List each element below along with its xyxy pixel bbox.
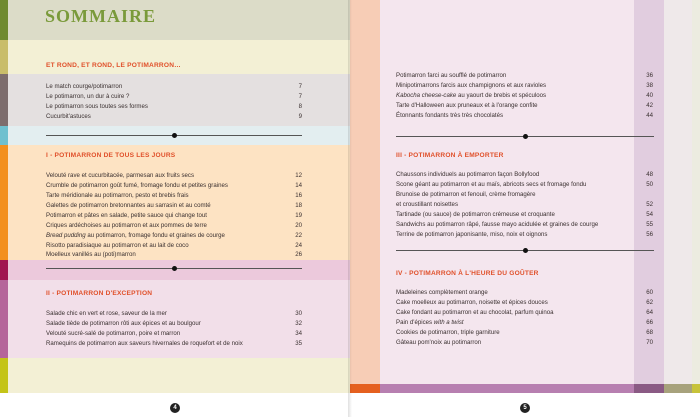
toc-page: 19 <box>295 212 302 219</box>
right-bottom-bar <box>664 384 692 393</box>
toc-page: 48 <box>646 171 653 178</box>
toc-entry: Potimarron et pâtes en salade, petite sauce qui change tout <box>46 212 207 219</box>
right-column-strip <box>350 0 380 384</box>
toc-entry: Moelleux vanillés au (poti)marron <box>46 251 136 258</box>
toc-page: 7 <box>298 93 302 100</box>
toc-page: 22 <box>295 232 302 239</box>
toc-page: 36 <box>646 72 653 79</box>
left-edge-strip <box>0 40 8 74</box>
toc-entry: Cake fondant au potimarron et au chocolat, parfum quinoa <box>396 309 554 316</box>
toc-page: 64 <box>646 309 653 316</box>
toc-entry: Le potimarron, un dur à cuire ? <box>46 93 130 100</box>
left-edge-strip <box>0 126 8 145</box>
right-bottom-bar <box>634 384 664 393</box>
toc-entry <box>396 91 546 101</box>
separator-dot <box>523 248 528 253</box>
toc-entry: Le potimarron sous toutes ses formes <box>46 103 148 110</box>
toc-page: 42 <box>646 102 653 109</box>
toc-entry: Terrine de potimarron japonisante, miso, noix et oignons <box>396 231 548 238</box>
toc-entry: Chaussons individuels au potimarron façon Bollyfood <box>396 171 540 178</box>
toc-page: 66 <box>646 319 653 326</box>
toc-entry: Minipotimarrons farcis aux champignons et aux ravioles <box>396 82 547 89</box>
page-number: 4 <box>170 403 180 413</box>
toc-page: 26 <box>295 251 302 258</box>
toc-page: 35 <box>295 340 302 347</box>
toc-page: 24 <box>295 242 302 249</box>
toc-entry-rest: au yaourt de brebis et spéculoos <box>456 92 547 99</box>
toc-page: 9 <box>298 113 302 120</box>
toc-entry: Salade tiède de potimarron rôti aux épices et au boulgour <box>46 320 201 327</box>
toc-entry: Madeleines complètement orange <box>396 289 488 296</box>
toc-page: 50 <box>646 181 653 188</box>
toc-entry: Velouté sucré-salé de potimarron, poire et marron <box>46 330 181 337</box>
right-column-strip <box>692 0 700 384</box>
toc-page: 38 <box>646 82 653 89</box>
toc-entry: Potimarron farci au soufflé de potimarron <box>396 72 507 79</box>
toc-entry: Galettes de potimarron bretonnantes au sarrasin et au comté <box>46 202 211 209</box>
toc-page: 55 <box>646 221 653 228</box>
toc-page: 16 <box>295 192 302 199</box>
toc-page: 52 <box>646 201 653 208</box>
left-edge-strip <box>0 260 8 280</box>
toc-entry-rest: Pain d'épices <box>396 319 433 326</box>
toc-entry-italic: Kabocha cheese-cake <box>396 92 457 99</box>
toc-entry-italic: with a twist <box>432 319 464 326</box>
toc-page: 20 <box>295 222 302 229</box>
left-edge-strip <box>0 280 8 358</box>
toc-page: 14 <box>295 182 302 189</box>
toc-entry: Crumble de potimarron goût fumé, fromage fondu et petites graines <box>46 182 228 189</box>
toc-page: 62 <box>646 299 653 306</box>
toc-page: 40 <box>646 92 653 99</box>
left-edge-strip <box>0 74 8 126</box>
toc-entry: Cake moelleux au potimarron, noisette et épices douces <box>396 299 548 306</box>
toc-entry: Tarte d'Halloween aux pruneaux et à l'orange confite <box>396 102 538 109</box>
left-edge-strip <box>0 145 8 260</box>
page-number: 5 <box>520 403 530 413</box>
toc-entry: Cookies de potimarron, triple garniture <box>396 329 500 336</box>
left-bottom-band <box>0 358 350 393</box>
right-column-strip <box>664 0 692 384</box>
toc-page: 34 <box>295 330 302 337</box>
toc-entry-rest: au potimarron, fromage fondu et graines de courge <box>85 232 225 239</box>
toc-page: 18 <box>295 202 302 209</box>
toc-entry: Risotto paradisiaque au potimarron et au lait de coco <box>46 242 189 249</box>
separator-dot <box>523 134 528 139</box>
left-edge-strip <box>0 0 8 40</box>
toc-page: 32 <box>295 320 302 327</box>
left-edge-strip <box>0 358 8 393</box>
toc-entry: Sandwichs au potimarron râpé, fausse mayo acidulée et graines de courge <box>396 221 599 228</box>
toc-entry: Scone géant au potimarron et au maïs, abricots secs et fromage fondu <box>396 181 587 188</box>
toc-page: 30 <box>295 310 302 317</box>
toc-entry: Ramequins de potimarron aux saveurs hivernales de roquefort et de noix <box>46 340 243 347</box>
toc-entry: Cucurbit'astuces <box>46 113 91 120</box>
right-bottom-bar <box>350 384 380 393</box>
toc-page: 54 <box>646 211 653 218</box>
right-bottom-bar <box>692 384 700 393</box>
book-gutter-shadow <box>348 0 352 417</box>
toc-page: 8 <box>298 103 302 110</box>
section-heading: II - POTIMARRON D'EXCEPTION <box>46 290 153 297</box>
section-heading: I - POTIMARRON DE TOUS LES JOURS <box>46 152 176 159</box>
toc-page: 44 <box>646 112 653 119</box>
toc-page: 56 <box>646 231 653 238</box>
toc-page: 12 <box>295 172 302 179</box>
toc-entry: et croustillant noisettes <box>396 201 458 208</box>
page-title: SOMMAIRE <box>45 6 156 26</box>
toc-entry: Gâteau pom'noix au potimarron <box>396 339 482 346</box>
toc-entry-italic: Bread pudding <box>46 232 86 239</box>
toc-entry: Salade chic en vert et rose, saveur de la mer <box>46 310 167 317</box>
toc-entry <box>46 231 225 241</box>
section-heading: IV - POTIMARRON À L'HEURE DU GOÛTER <box>396 270 539 277</box>
toc-entry: Brunoise de potimarron et fenouil, crème fromagère <box>396 191 536 198</box>
toc-entry: Criques ardéchoises au potimarron et aux pommes de terre <box>46 222 207 229</box>
section-heading: ET ROND, ET ROND, LE POTIMARRON… <box>46 62 181 69</box>
toc-entry: Tarte méridionale au potimarron, pesto et brebis frais <box>46 192 189 199</box>
toc-page: 60 <box>646 289 653 296</box>
toc-entry: Le match courge/potimarron <box>46 83 123 90</box>
toc-entry: Velouté rave et cucurbitacée, parmesan aux fruits secs <box>46 172 195 179</box>
toc-page: 68 <box>646 329 653 336</box>
right-bottom-bar <box>380 384 634 393</box>
toc-entry <box>396 318 464 328</box>
separator-dot <box>172 133 177 138</box>
toc-page: 7 <box>298 83 302 90</box>
separator-dot <box>172 266 177 271</box>
toc-entry: Tartinade (ou sauce) de potimarron crémeuse et croquante <box>396 211 555 218</box>
section-heading: III - POTIMARRON À EMPORTER <box>396 152 504 159</box>
toc-entry: Étonnants fondants très très chocolatés <box>396 112 504 119</box>
toc-page: 70 <box>646 339 653 346</box>
